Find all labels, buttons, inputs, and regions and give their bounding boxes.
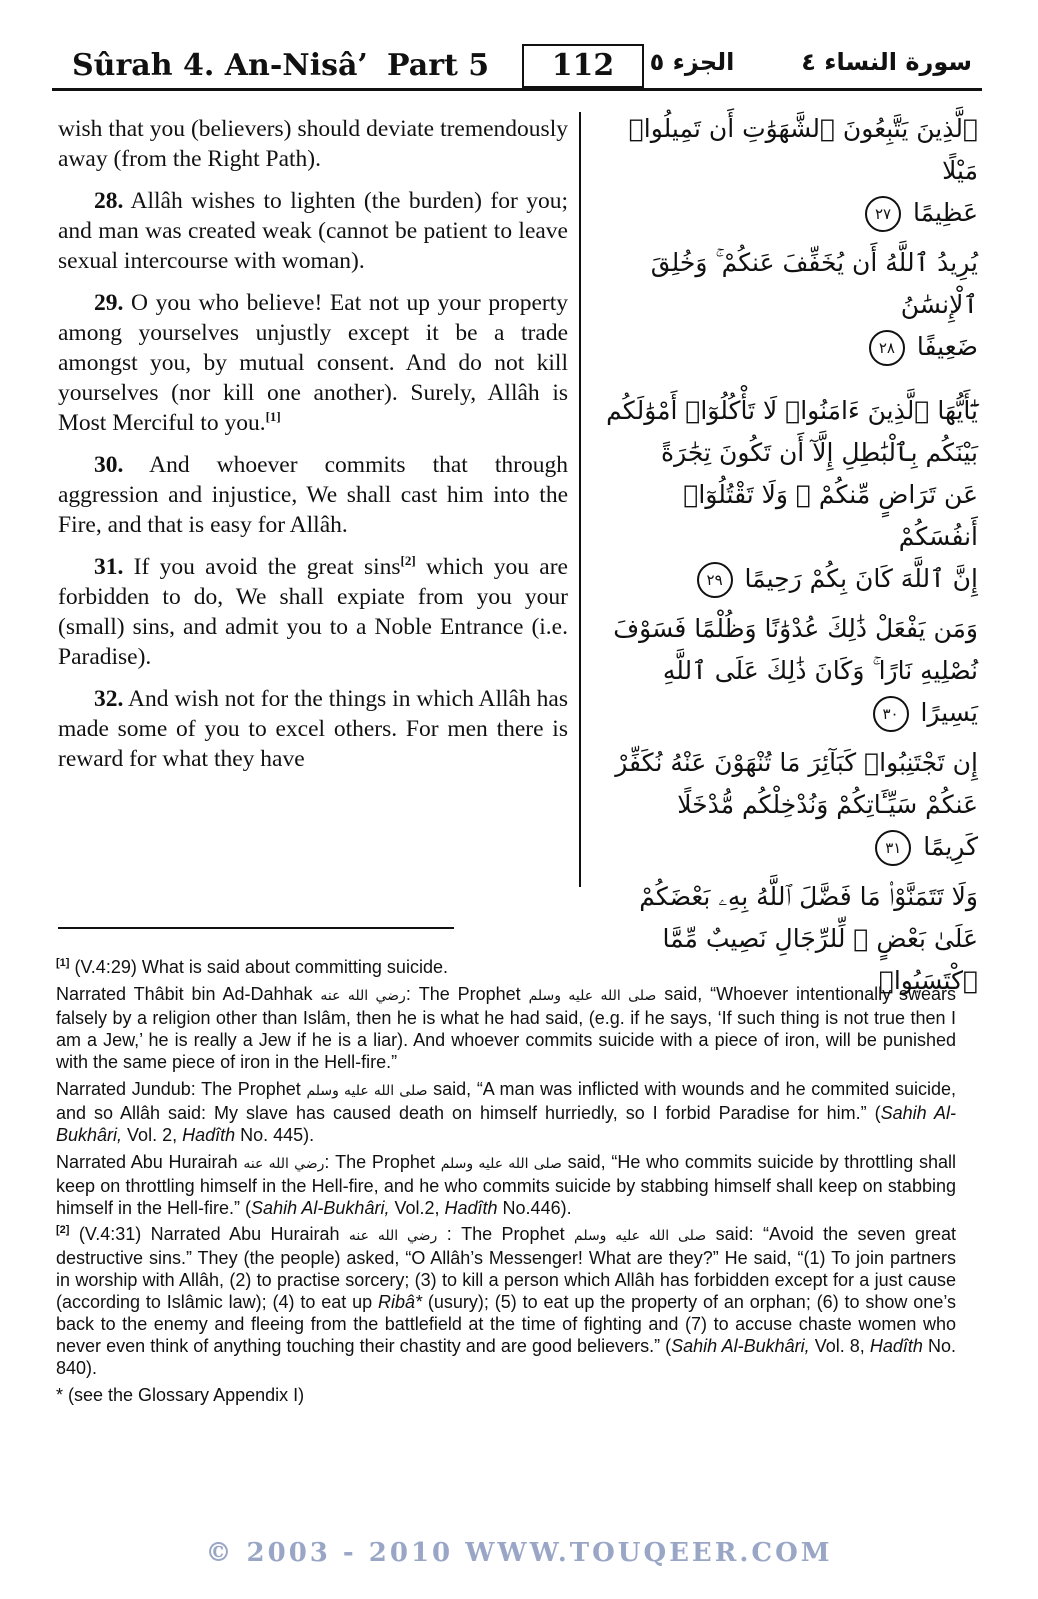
verse-27-cont: wish that you (believers) should deviate tremendously away (from the Right Path). [58,116,568,172]
ayah-marker-31: ٣١ [875,830,911,866]
footnote-1-hadith-2: Narrated Jundub: The Prophet صلى الله عليه وسلم said, “A man was inflicted with wounds and he commited suicide, and so Allâh said: My slave has caused death on himself hurriedly, so I forbid Paradise for him.” (Sahih Al-Bukhâri, Vol. 2, Hadîth No. 445). [56,1079,957,1145]
page-number: 112 [551,48,615,83]
verse-31: 31. If you avoid the great sins[2] which you are forbidden to do, We shall expiate from you your (small) sins, and admit you to a Noble Entrance (i.e. Paradise). [58,553,568,670]
page-number-box [522,44,644,88]
footnote-2: [2] (V.4:31) Narrated Abu Hurairah رضي الله عنه : The Prophet صلى الله عليه وسلم said: “Avoid the seven great destructive sins.” They (the people) asked, “O Allâh’s Messenger! What are they?” He said, “(1) To join partners in worship with Allâh, (2) to practise sorcery; (3) to kill a person which Allâh has forbidden except for a just cause (according to Islâmic law); (4) to eat up Ribâ* (usury); (5) to eat up the property of an orphan; (6) to show one’s back to the enemy and fleeing from the battlefield at the time of fighting and (7) to accuse chaste women who never even think of anything touching their chastity and are good believers.” (Sahih Al-Bukhâri, Vol. 8, Hadîth No. 840). [56,1224,956,1378]
verse-32: 32. And wish not for the things in which Allâh has made some of you to excel others. For men there is reward for what they have [58,686,568,772]
arabic-text [598,108,978,1002]
surah-title-en: Sûrah 4. An-Nisâ’ [72,48,368,83]
page-header [52,40,982,88]
arabic-verse-28: يُرِيدُ ٱللَّهُ أَن يُخَفِّفَ عَنكُمْ ۚ وَخُلِقَ ٱلْإِنسَٰنُ ضَعِيفًا ٢٨ [598,242,978,368]
verse-29: 29. O you who believe! Eat not up your property among yourselves unjustly except it be a trade amongst you, by mutual consent. And do not kill yourselves (nor kill one another). Surely, Allâh is Most Merciful to you.[1] [58,290,568,436]
arabic-verse-27: ٱلَّذِينَ يَتَّبِعُونَ ٱلشَّهَوَٰتِ أَن تَمِيلُوا۟ مَيْلًا عَظِيمًا ٢٧ [598,108,978,234]
verse-30: 30. And whoever commits that through aggression and injustice, We shall cast him into the Fire, and that is easy for Allâh. [58,452,568,538]
arabic-verse-30: وَمَن يَفْعَلْ ذَٰلِكَ عُدْوَٰنًا وَظُلْمًا فَسَوْفَ نُصْلِيهِ نَارًا ۚ وَكَانَ ذَٰلِكَ عَلَى ٱللَّهِ يَسِيرًا ٣٠ [598,608,978,734]
arabic-verse-31: إِن تَجْتَنِبُوا۟ كَبَآئِرَ مَا تُنْهَوْنَ عَنْهُ نُكَفِّرْ عَنكُمْ سَيِّـَٔاتِكُمْ وَنُدْخِلْكُم مُّدْخَلًا كَرِيمًا ٣١ [598,742,978,868]
footnote-ref-2[interactable]: [2] [400,553,416,569]
header-rule [52,88,982,91]
part-label-en: Part 5 [387,48,490,83]
arabic-verse-29: يَٰٓأَيُّهَا ٱلَّذِينَ ءَامَنُوا۟ لَا تَأْكُلُوٓا۟ أَمْوَٰلَكُم بَيْنَكُم بِٱلْبَٰطِلِ إِلَّآ أَن تَكُونَ تِجَٰرَةً عَن تَرَاضٍ مِّنكُمْ ۚ وَلَا تَقْتُلُوٓا۟ أَنفُسَكُمْ إِنَّ ٱللَّهَ كَانَ بِكُمْ رَحِيمًا ٢٩ [598,390,978,600]
copyright-watermark: © 2003 - 2010 WWW.TOUQEER.COM [205,1538,833,1568]
footnote-1-hadith-3: Narrated Abu Hurairah رضي الله عنه: The Prophet صلى الله عليه وسلم said, “He who commits suicide by throttling shall keep on throttling himself in the Hell-fire, and he who commits suicide by stabbing himself shall keep on stabbing himself in the Hell-fire.” (Sahih Al-Bukhâri, Vol.2, Hadîth No.446). [56,1152,956,1218]
ayah-marker-28: ٢٨ [869,330,905,366]
part-label-ar: الجزء ٥ [649,48,735,76]
surah-title-ar: سورة النساء ٤ [801,48,972,76]
footnote-1-title: [1] (V.4:29) What is said about committing suicide. [56,957,448,977]
ayah-marker-29: ٢٩ [697,562,733,598]
footnotes [56,952,956,1406]
ayah-marker-27: ٢٧ [865,196,901,232]
footnote-rule [58,927,454,929]
ayah-marker-30: ٣٠ [873,696,909,732]
glossary-note: * (see the Glossary Appendix I) [56,1385,305,1405]
footnote-ref-1[interactable]: [1] [265,409,281,425]
footnote-1-hadith-1: Narrated Thâbit bin Ad-Dahhak رضي الله عنه: The Prophet صلى الله عليه وسلم said, “Whoever intentionally swears falsely by a religion other than Islâm, then he is what he had said, (e.g. if he says, ‘If such thing is not true then I am a Jew,’ he is really a Jew if he is a liar). And whoever commits suicide with a piece of iron, will be punished with the same piece of iron in the Hell-fire.” [56,984,957,1072]
verse-28: 28. Allâh wishes to lighten (the burden) for you; and man was created weak (cannot be patient to leave sexual intercourse with woman). [58,188,568,274]
english-translation [58,114,568,774]
arabic-verse-32: وَلَا تَتَمَنَّوْا۟ مَا فَضَّلَ ٱللَّهُ بِهِۦ بَعْضَكُمْ عَلَىٰ بَعْضٍ ۚ لِّلرِّجَالِ نَصِيبٌ مِّمَّا ٱكْتَسَبُوا۟ [639,882,978,995]
column-divider [579,112,581,887]
